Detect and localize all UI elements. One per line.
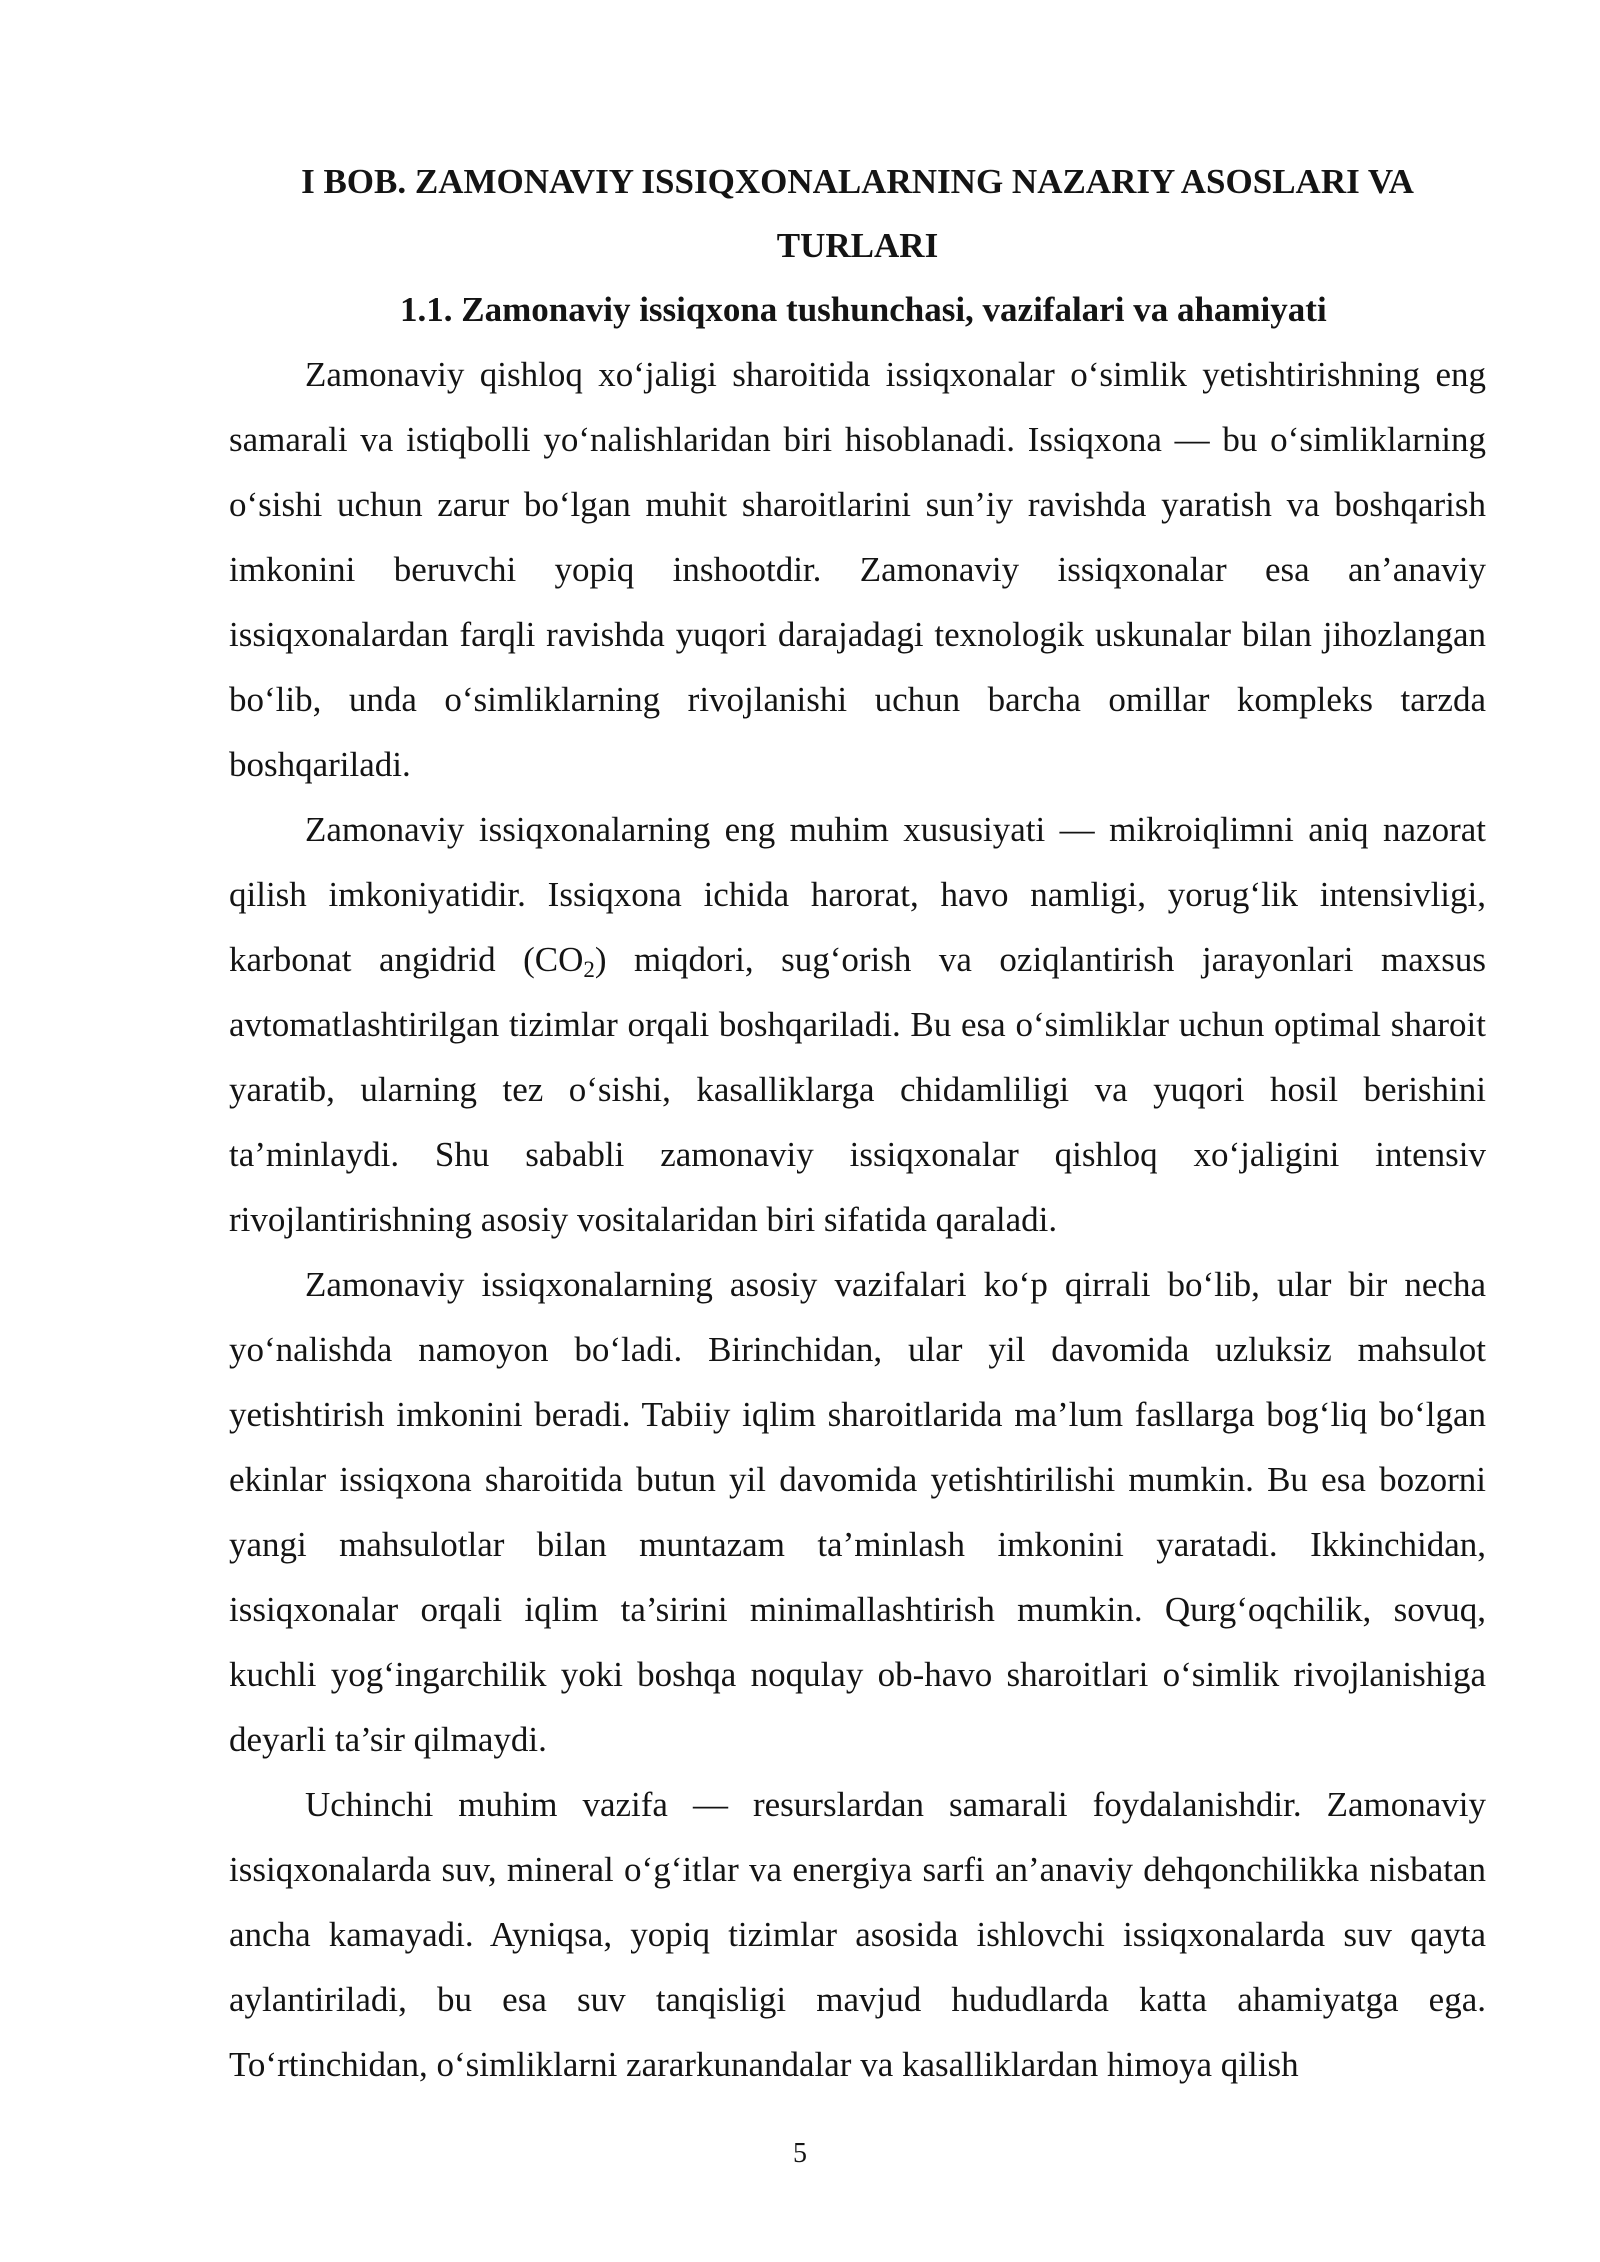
paragraph-2-text-before: Zamonaviy issiqxonalarning eng muhim xususiyati — mikroiqlimni aniq nazorat qilish imkoniyatidir. Issiqxona ichida harorat, havo namligi, yorug‘lik intensivligi, karbonat angidrid (CO	[229, 810, 1486, 979]
paragraph-4: Uchinchi muhim vazifa — resurslardan samarali foydalanishdir. Zamonaviy issiqxonalarda suv, mineral o‘g‘itlar va energiya sarfi an’anaviy dehqonchilikka nisbatan ancha kamayadi. Ayniqsa, yopiq tizimlar asosida ishlovchi issiqxonalarda suv qayta aylantiriladi, bu esa suv tanqisligi mavjud hududlarda katta ahamiyatga ega. To‘rtinchidan, o‘simliklarni zararkunandalar va kasalliklardan himoya qilish	[229, 1785, 1486, 2084]
page-body	[229, 150, 1486, 2097]
page-number: 5	[793, 2138, 807, 2169]
chapter-title: I BOB. ZAMONAVIY ISSIQXONALARNING NAZARIY ASOSLARI VA TURLARI	[301, 162, 1414, 265]
paragraph-1: Zamonaviy qishloq xo‘jaligi sharoitida issiqxonalar o‘simlik yetishtirishning eng samarali va istiqbolli yo‘nalishlaridan biri hisoblanadi. Issiqxona — bu o‘simliklarning o‘sishi uchun zarur bo‘lgan muhit sharoitlarini sun’iy ravishda yaratish va boshqarish imkonini beruvchi yopiq inshootdir. Zamonaviy issiqxonalar esa an’anaviy issiqxonalardan farqli ravishda yuqori darajadagi texnologik uskunalar bilan jihozlangan bo‘lib, unda o‘simliklarning rivojlanishi uchun barcha omillar kompleks tarzda boshqariladi.	[229, 355, 1486, 784]
paragraph-2	[229, 797, 1486, 1252]
paragraph-2-text-after: ) miqdori, sug‘orish va oziqlantirish jarayonlari maxsus avtomatlashtirilgan tizimlar orqali boshqariladi. Bu esa o‘simliklar uchun optimal sharoit yaratib, ularning tez o‘sishi, kasalliklarga chidamliligi va yuqori hosil berishini ta’minlaydi. Shu sababli zamonaviy issiqxonalar qishloq xo‘jaligini intensiv rivojlantirishning asosiy vositalaridan biri sifatida qaraladi.	[229, 940, 1486, 1239]
co2-subscript: 2	[583, 957, 595, 982]
section-title: 1.1. Zamonaviy issiqxona tushunchasi, vazifalari va ahamiyati	[400, 290, 1327, 329]
paragraph-3: Zamonaviy issiqxonalarning asosiy vazifalari ko‘p qirrali bo‘lib, ular bir necha yo‘nalishda namoyon bo‘ladi. Birinchidan, ular yil davomida uzluksiz mahsulot yetishtirish imkonini beradi. Tabiiy iqlim sharoitlarida ma’lum fasllarga bog‘liq bo‘lgan ekinlar issiqxona sharoitida butun yil davomida yetishtirilishi mumkin. Bu esa bozorni yangi mahsulotlar bilan muntazam ta’minlash imkonini yaratadi. Ikkinchidan, issiqxonalar orqali iqlim ta’sirini minimallashtirish mumkin. Qurg‘oqchilik, sovuq, kuchli yog‘ingarchilik yoki boshqa noqulay ob-havo sharoitlari o‘simlik rivojlanishiga deyarli ta’sir qilmaydi.	[229, 1265, 1486, 1759]
